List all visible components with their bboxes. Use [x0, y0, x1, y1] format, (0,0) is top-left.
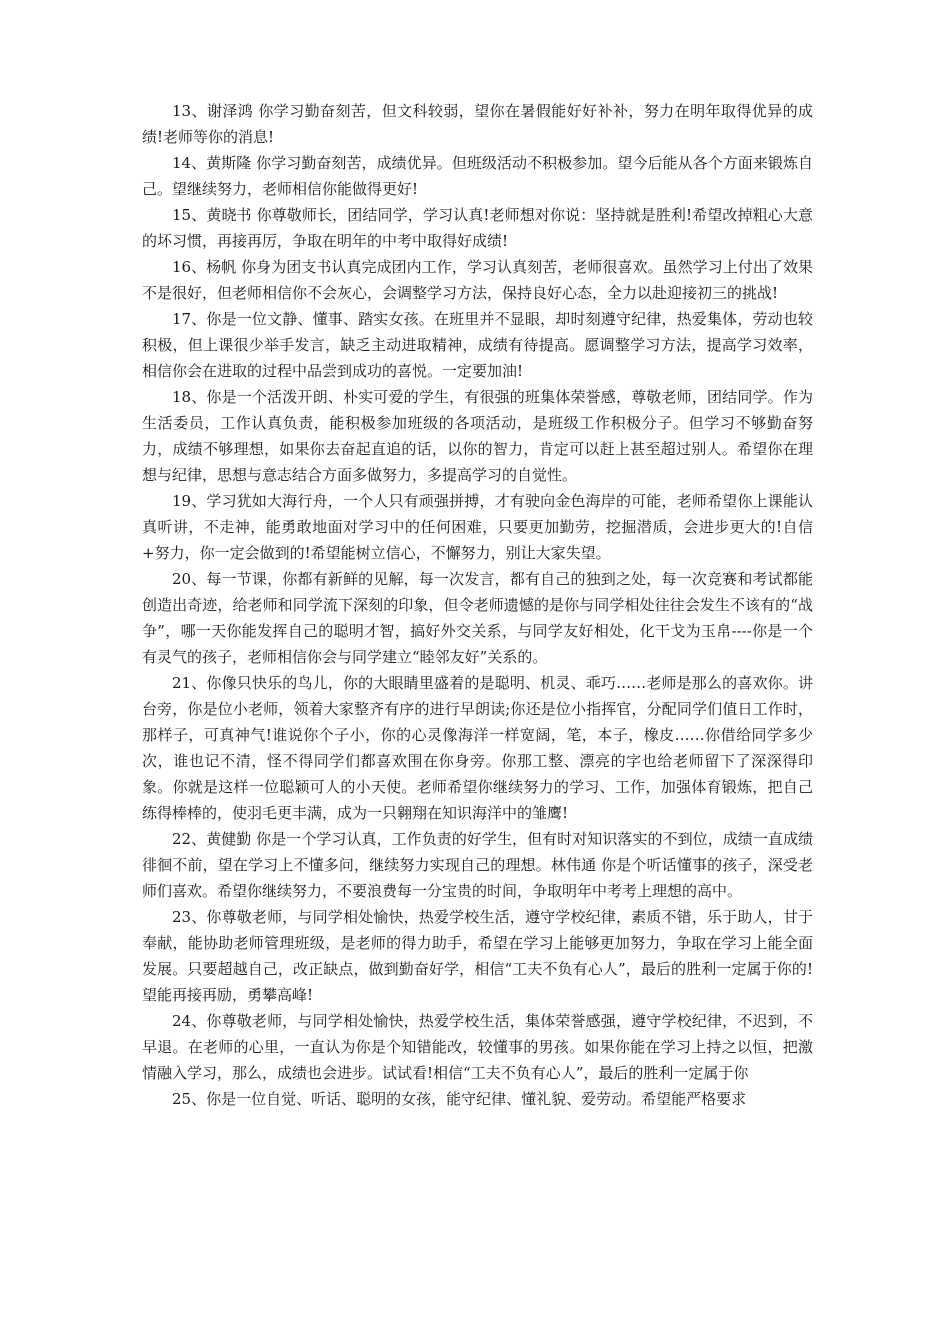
comment-paragraph-25: 25、你是一位自觉、听话、聪明的女孩，能守纪律、懂礼貌、爱劳动。希望能严格要求 [172, 1090, 747, 1108]
comment-paragraph-21: 21、你像只快乐的鸟儿，你的大眼睛里盛着的是聪明、机灵、乖巧……老师是那么的喜欢你。讲台旁，你是位小老师，领着大家整齐有序的进行早朗读;你还是位小指挥官，分配同学们值日工作时，那样子，可真神气!谁说你个子小，你的心灵像海洋一样宽阔，笔，本子，橡皮……你借给同学多少次，谁也记不清，怪不得同学们都喜欢围在你身旁。你那工整、漂亮的字也给老师留下了深深得印象。你就是这样一位聪颖可人的小天使。老师希望你继续努力的学习、工作，加强体育锻炼，把自己练得棒棒的，使羽毛更丰满，成为一只翱翔在知识海洋中的雏鹰! [142, 674, 813, 822]
comment-paragraph-16: 16、杨帆 你身为团支书认真完成团内工作，学习认真刻苦，老师很喜欢。虽然学习上付出了效果不是很好，但老师相信你不会灰心，会调整学习方法，保持良好心态，全力以赴迎接初三的挑战! [142, 258, 813, 302]
comment-paragraph-19: 19、学习犹如大海行舟，一个人只有顽强拼搏，才有驶向金色海岸的可能，老师希望你上课能认真听讲，不走神，能勇敢地面对学习中的任何困难，只要更加勤劳，挖掘潜质，会进步更大的!自信+努力，你一定会做到的!希望能树立信心，不懈努力，别让大家失望。 [142, 492, 813, 562]
comment-paragraph-15: 15、黄晓书 你尊敬师长，团结同学，学习认真!老师想对你说：坚持就是胜利!希望改掉粗心大意的坏习惯，再接再厉，争取在明年的中考中取得好成绩! [142, 206, 813, 250]
comment-paragraph-23: 23、你尊敬老师，与同学相处愉快，热爱学校生活，遵守学校纪律，素质不错，乐于助人，甘于奉献，能协助老师管理班级，是老师的得力助手，希望在学习上能够更加努力，争取在学习上能全面发展。只要超越自己，改正缺点，做到勤奋好学，相信“工夫不负有心人”，最后的胜利一定属于你的!望能再接再励，勇攀高峰! [142, 908, 813, 1004]
comment-paragraph-24: 24、你尊敬老师，与同学相处愉快，热爱学校生活，集体荣誉感强，遵守学校纪律，不迟到，不早退。在老师的心里，一直认为你是个知错能改，较懂事的男孩。如果你能在学习上持之以恒，把激情融入学习，那么，成绩也会进步。试试看!相信“工夫不负有心人”，最后的胜利一定属于你 [142, 1012, 813, 1082]
comment-paragraph-17: 17、你是一位文静、懂事、踏实女孩。在班里并不显眼，却时刻遵守纪律，热爱集体，劳动也较积极，但上课很少举手发言，缺乏主动进取精神，成绩有待提高。愿调整学习方法，提高学习效率，相信你会在进取的过程中品尝到成功的喜悦。一定要加油! [142, 310, 813, 380]
comment-paragraph-14: 14、黄斯隆 你学习勤奋刻苦，成绩优异。但班级活动不积极参加。望今后能从各个方面来锻炼自己。望继续努力，老师相信你能做得更好! [142, 154, 813, 198]
document-page [142, 98, 813, 1112]
comment-paragraph-20: 20、每一节课，你都有新鲜的见解，每一次发言，都有自己的独到之处，每一次竞赛和考试都能创造出奇迹，给老师和同学流下深刻的印象，但令老师遗憾的是你与同学相处往往会发生不该有的“战争”，哪一天你能发挥自己的聪明才智，搞好外交关系，与同学友好相处，化干戈为玉帛----你是一个有灵气的孩子，老师相信你会与同学建立“睦邻友好”关系的。 [142, 570, 813, 666]
comment-paragraph-18: 18、你是一个活泼开朗、朴实可爱的学生，有很强的班集体荣誉感，尊敬老师，团结同学。作为生活委员，工作认真负责，能积极参加班级的各项活动，是班级工作积极分子。但学习不够勤奋努力，成绩不够理想，如果你去奋起直追的话，以你的智力，肯定可以赶上甚至超过别人。希望你在理想与纪律，思想与意志结合方面多做努力，多提高学习的自觉性。 [142, 388, 813, 484]
comment-paragraph-13: 13、谢泽鸿 你学习勤奋刻苦，但文科较弱，望你在暑假能好好补补，努力在明年取得优异的成绩!老师等你的消息! [142, 102, 813, 146]
comment-paragraph-22: 22、黄健勤 你是一个学习认真，工作负责的好学生，但有时对知识落实的不到位，成绩一直成绩徘徊不前，望在学习上不懂多问，继续努力实现自己的理想。林伟通 你是个听话懂事的孩子，深受老师们喜欢。希望你继续努力，不要浪费每一分宝贵的时间，争取明年中考考上理想的高中。 [142, 830, 813, 900]
